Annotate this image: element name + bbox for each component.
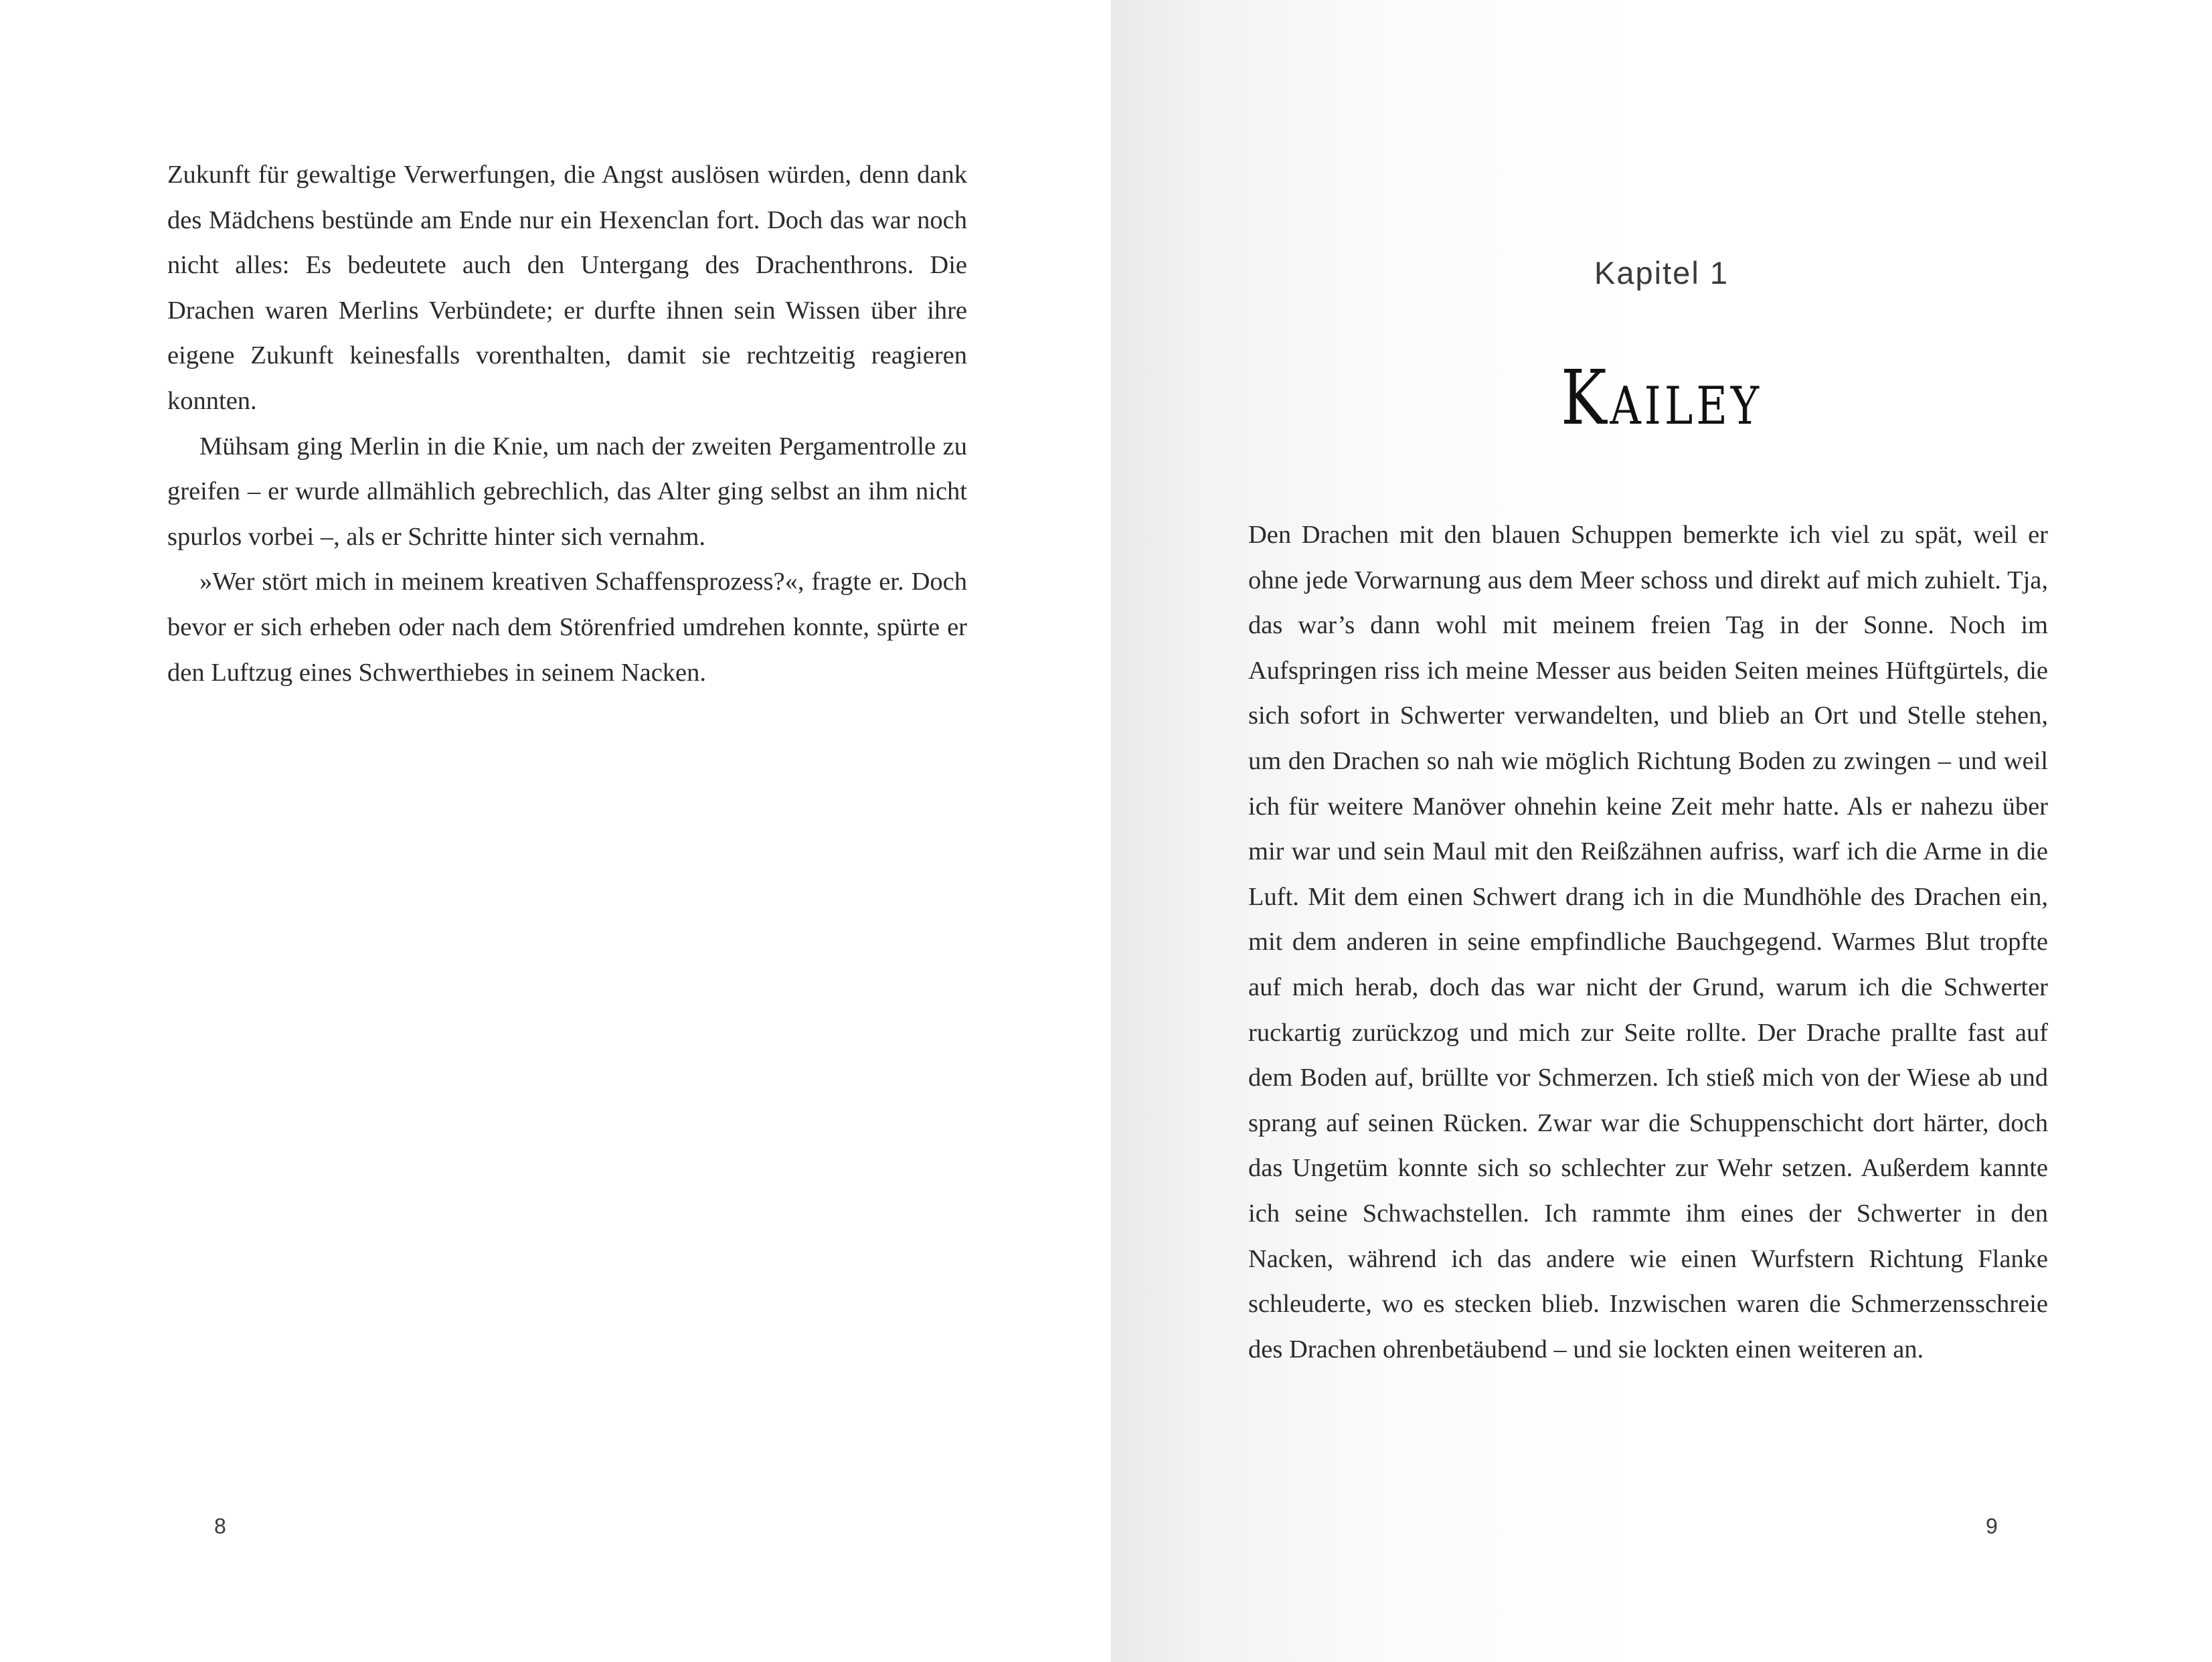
chapter-title: Kailey bbox=[1561, 355, 1762, 442]
paragraph: »Wer stört mich in meinem kreativen Schaffensprozess?«, fragte er. Doch bevor er sich erheben oder nach dem Störenfried umdrehen konnte, spürte er den Luftzug eines Schwerthiebes in seinem Nacken. bbox=[167, 568, 967, 687]
paragraph: Den Drachen mit den blauen Schuppen bemerkte ich viel zu spät, weil er ohne jede Vorwarnung aus dem Meer schoss und direkt auf mich zuhielt. Tja, das war’s dann wohl mit meinem freien Tag in der Sonne. Noch im Aufspringen riss ich meine Messer aus beiden Seiten meines Hüftgürtels, die sich sofort in Schwerter verwandelten, und blieb an Ort und Stelle stehen, um den Drachen so nah wie möglich Richtung Boden zu zwingen – und weil ich für weitere Manöver ohnehin keine Zeit mehr hatte. Als er nahezu über mir war und sein Maul mit den Reißzähnen aufriss, warf ich die Arme in die Luft. Mit dem einen Schwert drang ich in die Mundhöhle des Drachen ein, mit dem anderen in seine empfindliche Bauchgegend. Warmes Blut tropfte auf mich herab, doch das war nicht der Grund, warum ich die Schwerter ruckartig zurückzog und mich zur Seite rollte. Der Drache prallte fast auf dem Boden auf, brüllte vor Schmerzen. Ich stieß mich von der Wiese ab und sprang auf seinen Rücken. Zwar war die Schuppenschicht dort härter, doch das Ungetüm konnte sich so schlechter zur Wehr setzen. Außerdem kannte ich seine Schwachstellen. Ich rammte ihm eines der Schwerter in den Nacken, während ich das andere wie einen Wurfstern Richtung Flanke schleuderte, wo es stecken blieb. Inzwischen waren die Schmerzensschreie des Drachen ohrenbetäubend – und sie lockten einen weiteren an. bbox=[1248, 521, 2048, 1363]
chapter-label: Kapitel 1 bbox=[1594, 255, 1729, 290]
right-page bbox=[1111, 0, 2212, 1662]
paragraph: Mühsam ging Merlin in die Knie, um nach der zweiten Pergamentrolle zu greifen – er wurde allmählich gebrechlich, das Alter ging selbst an ihm nicht spurlos vorbei –, als er Schritte hinter sich vernahm. bbox=[167, 432, 967, 551]
left-page-body bbox=[167, 153, 967, 695]
page-number: 8 bbox=[214, 1514, 226, 1538]
right-page-body bbox=[1248, 513, 2048, 1372]
paragraph: Zukunft für gewaltige Verwerfungen, die Angst auslösen würden, denn dank des Mädchens bestünde am Ende nur ein Hexenclan fort. Doch das war noch nicht alles: Es bedeutete auch den Untergang des Drachenthrons. Die Drachen waren Merlins Verbündete; er durfte ihnen sein Wissen über ihre eigene Zukunft keinesfalls vorenthalten, damit sie rechtzeitig reagieren konnten. bbox=[167, 161, 967, 415]
page-number: 9 bbox=[1986, 1514, 1998, 1538]
